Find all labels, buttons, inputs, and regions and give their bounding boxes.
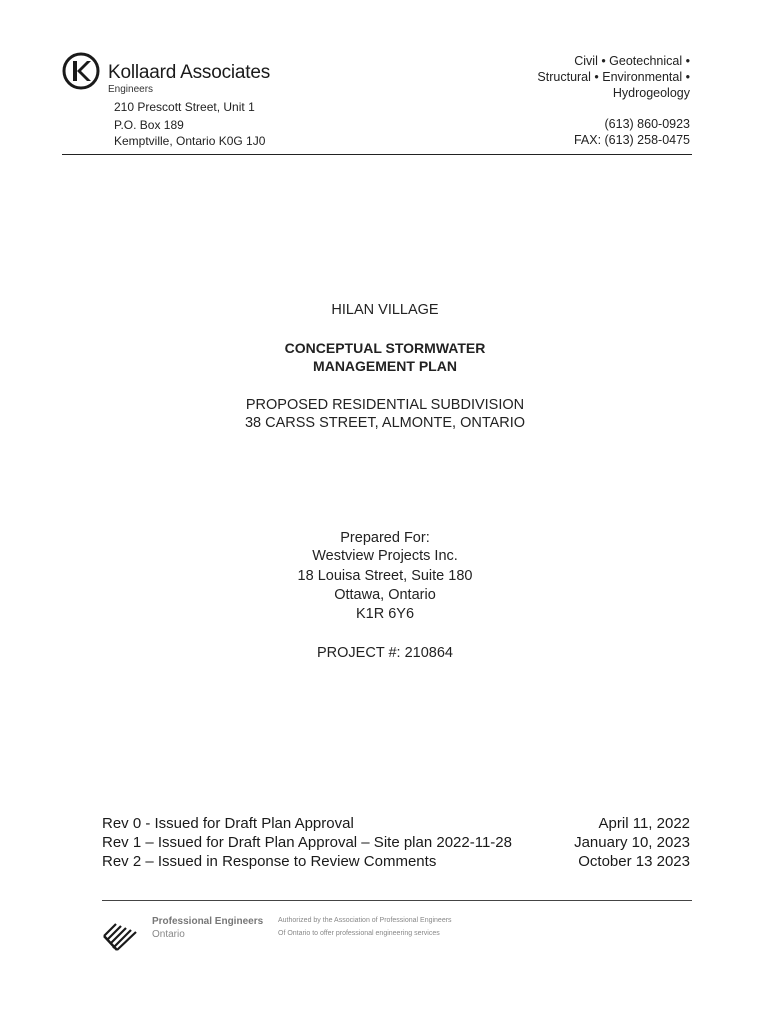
client-street: 18 Louisa Street, Suite 180	[297, 568, 473, 584]
header-divider	[62, 154, 692, 155]
revision-date: January 10, 2023	[574, 834, 690, 851]
peo-province: Ontario	[152, 929, 185, 940]
services-line-2: Structural • Environmental •	[537, 70, 690, 84]
fax-number: FAX: (613) 258-0475	[573, 133, 690, 147]
services-line-1: Civil • Geotechnical •	[574, 54, 690, 68]
report-title-line-1: CONCEPTUAL STORMWATER	[284, 340, 486, 356]
address-line-3: Kemptville, Ontario K0G 1J0	[114, 134, 266, 148]
authorization-line-1: Authorized by the Association of Professional Engineers	[278, 917, 452, 924]
company-subtitle: Engineers	[108, 84, 154, 95]
address-line-2: P.O. Box 189	[114, 118, 184, 132]
project-name: HILAN VILLAGE	[331, 302, 439, 318]
client-name: Westview Projects Inc.	[312, 548, 458, 564]
services-line-3: Hydrogeology	[612, 86, 690, 100]
site-address: 38 CARSS STREET, ALMONTE, ONTARIO	[244, 415, 526, 431]
client-city: Ottawa, Ontario	[334, 587, 436, 603]
revision-date: April 11, 2022	[598, 815, 690, 832]
address-line-1: 210 Prescott Street, Unit 1	[114, 100, 255, 114]
peo-name: Professional Engineers	[152, 916, 264, 927]
authorization-line-2: Of Ontario to offer professional engineering services	[278, 930, 440, 937]
client-postal-code: K1R 6Y6	[355, 606, 415, 622]
footer-divider	[102, 900, 692, 901]
revision-text: Rev 2 – Issued in Response to Review Comments	[102, 853, 437, 870]
project-number: PROJECT #: 210864	[317, 645, 453, 661]
revision-text: Rev 1 – Issued for Draft Plan Approval – Site plan 2022-11-28	[102, 834, 512, 851]
phone-number: (613) 860-0923	[604, 117, 690, 131]
prepared-for-label: Prepared For:	[340, 530, 430, 546]
revision-date: October 13 2023	[578, 853, 690, 870]
report-title-line-2: MANAGEMENT PLAN	[313, 358, 457, 374]
proposal-description: PROPOSED RESIDENTIAL SUBDIVISION	[245, 397, 525, 413]
services-list	[537, 53, 690, 101]
kollaard-logo-icon	[62, 52, 100, 90]
revision-text: Rev 0 - Issued for Draft Plan Approval	[102, 815, 354, 832]
company-name: Kollaard Associates	[108, 62, 271, 83]
peo-logo-icon	[102, 912, 140, 952]
contact-info	[574, 116, 690, 148]
